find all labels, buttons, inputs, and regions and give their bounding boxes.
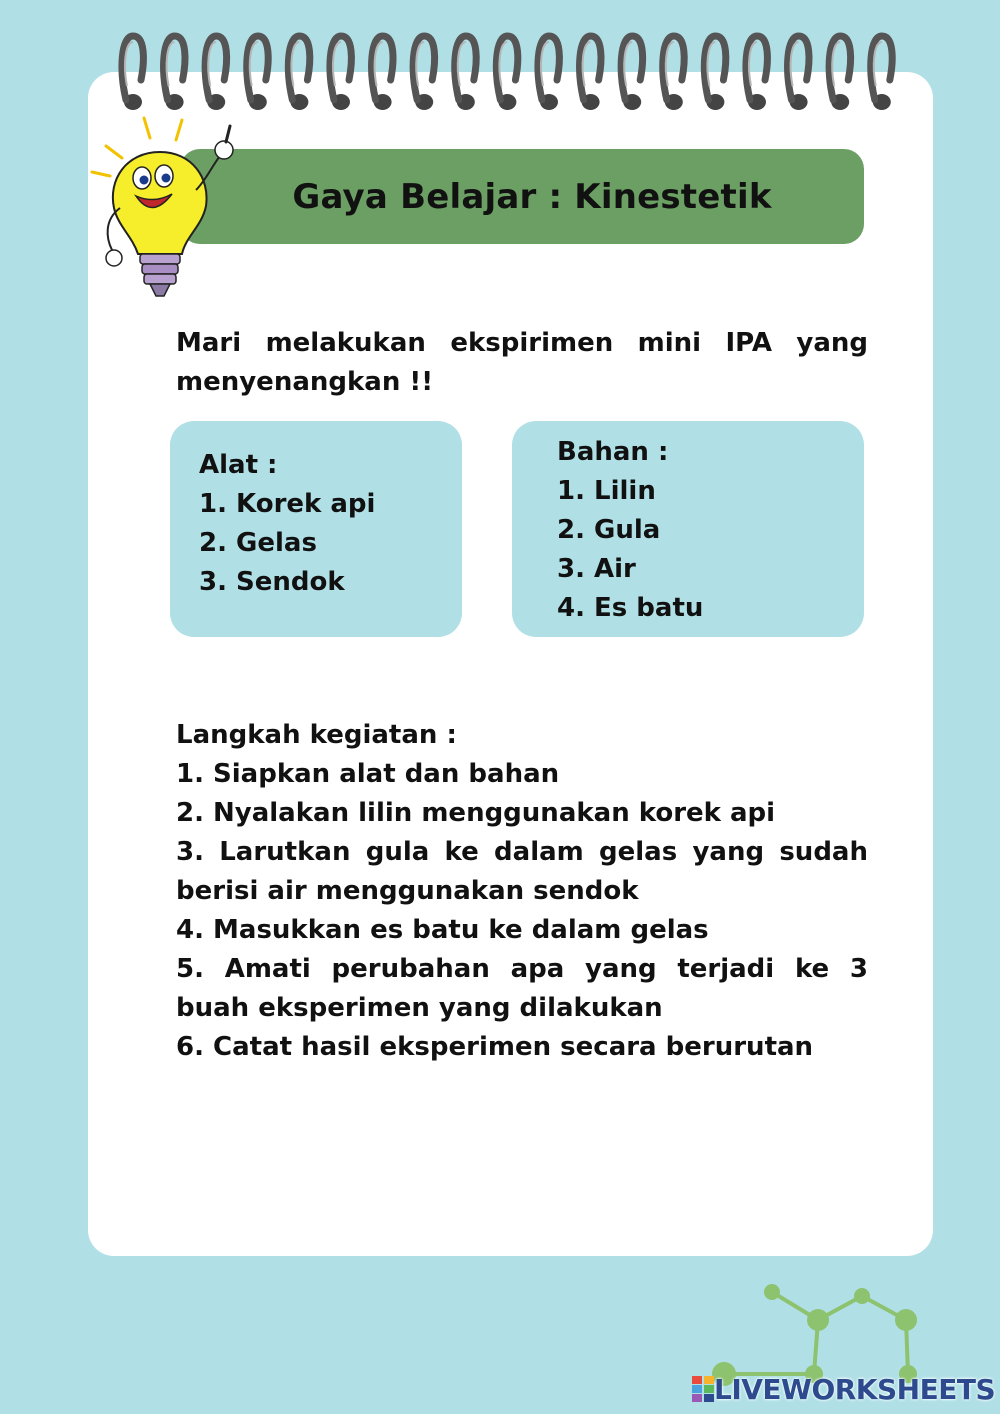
binding-ring bbox=[496, 36, 517, 110]
title-banner bbox=[180, 149, 864, 244]
step-item: 3. Larutkan gula ke dalam gelas yang sudah berisi air menggunakan sendok bbox=[176, 837, 868, 906]
tools-list bbox=[199, 446, 375, 602]
binding-ring bbox=[621, 36, 642, 110]
binding-ring bbox=[746, 36, 767, 110]
materials-list bbox=[557, 433, 703, 628]
binding-ring bbox=[538, 36, 559, 110]
steps-section bbox=[176, 716, 868, 1067]
binding-ring bbox=[663, 36, 684, 110]
tools-heading: Alat : bbox=[199, 450, 278, 480]
step-item: 5. Amati perubahan apa yang terjadi ke 3 buah eksperimen yang dilakukan bbox=[176, 954, 868, 1023]
tools-box bbox=[170, 421, 462, 637]
binding-ring bbox=[788, 36, 809, 110]
list-item: 1. Korek api bbox=[199, 489, 376, 519]
binding-ring bbox=[164, 36, 185, 110]
intro-text: Mari melakukan ekspirimen mini IPA yang menyenangkan !! bbox=[176, 328, 868, 397]
binding-ring bbox=[829, 36, 850, 110]
binding-ring bbox=[288, 36, 309, 110]
binding-ring bbox=[247, 36, 268, 110]
list-item: 3. Sendok bbox=[199, 567, 345, 597]
materials-heading: Bahan : bbox=[557, 437, 669, 467]
list-item: 2. Gula bbox=[557, 515, 661, 545]
step-item: 4. Masukkan es batu ke dalam gelas bbox=[176, 915, 709, 945]
spiral-binding bbox=[118, 30, 908, 115]
watermark-text: LIVEWORKSHEETS bbox=[714, 1372, 996, 1406]
binding-ring bbox=[455, 36, 476, 110]
list-item: 3. Air bbox=[557, 554, 636, 584]
page-title: Gaya Belajar : Kinestetik bbox=[292, 176, 772, 217]
binding-ring bbox=[122, 36, 143, 110]
binding-ring bbox=[580, 36, 601, 110]
materials-box bbox=[512, 421, 864, 637]
list-item: 1. Lilin bbox=[557, 476, 656, 506]
binding-ring bbox=[330, 36, 351, 110]
binding-ring bbox=[413, 36, 434, 110]
list-item: 4. Es batu bbox=[557, 593, 704, 623]
step-item: 2. Nyalakan lilin menggunakan korek api bbox=[176, 798, 776, 828]
binding-ring bbox=[372, 36, 393, 110]
liveworksheets-watermark bbox=[692, 1372, 995, 1406]
binding-ring bbox=[871, 36, 892, 110]
binding-ring bbox=[704, 36, 725, 110]
liveworksheets-logo-icon bbox=[692, 1376, 714, 1402]
lightbulb-mascot-icon bbox=[86, 108, 246, 308]
step-item: 1. Siapkan alat dan bahan bbox=[176, 759, 560, 789]
steps-heading: Langkah kegiatan : bbox=[176, 720, 457, 750]
step-item: 6. Catat hasil eksperimen secara berurutan bbox=[176, 1032, 814, 1062]
binding-ring bbox=[205, 36, 226, 110]
list-item: 2. Gelas bbox=[199, 528, 317, 558]
